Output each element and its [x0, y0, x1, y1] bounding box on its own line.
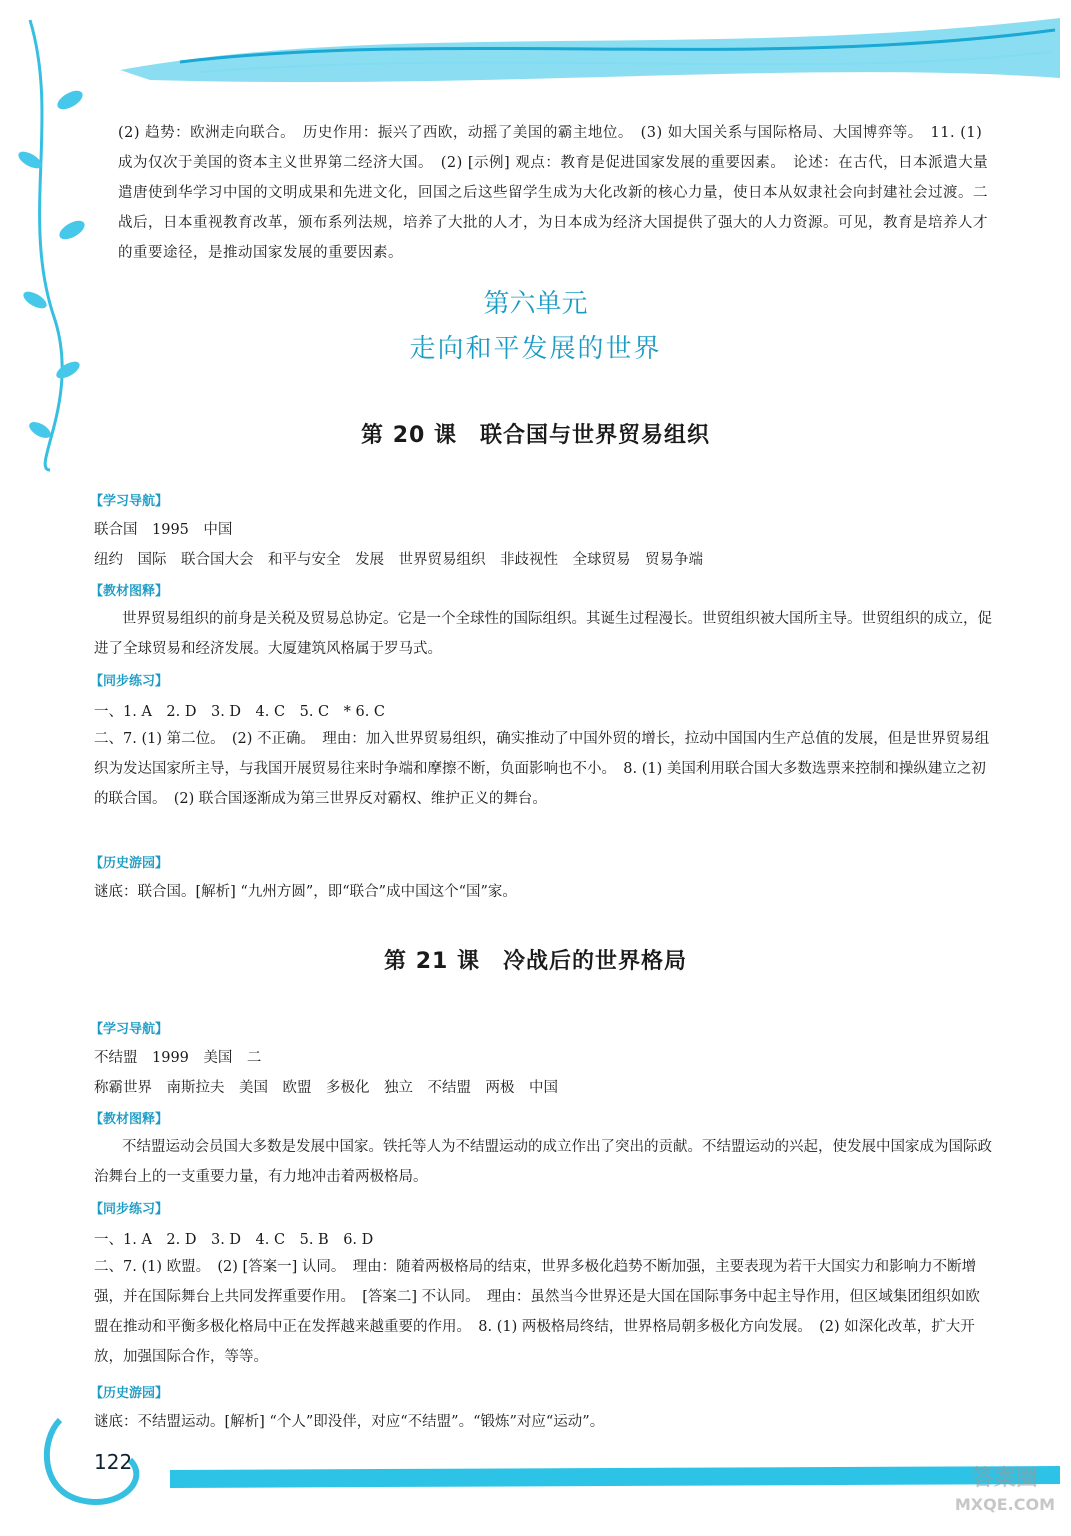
lesson-21-nav-line-2: 称霸世界 南斯拉夫 美国 欧盟 多极化 独立 不结盟 两极 中国 [94, 1080, 558, 1096]
lesson-20-practice-line-1: 一、1. A 2. D 3. D 4. C 5. C * 6. C [94, 704, 386, 720]
lesson-21-nav-label: 【学习导航】 [90, 1022, 169, 1037]
lesson-21-practice-label: 【同步练习】 [90, 1202, 169, 1217]
lesson-20-nav-label: 【学习导航】 [90, 494, 169, 509]
lesson-20-garden-label: 【历史游园】 [90, 856, 169, 871]
unit-title: 走向和平发展的世界 [409, 334, 662, 364]
lesson-21-practice-line-1: 一、1. A 2. D 3. D 4. C 5. B 6. D [94, 1232, 374, 1248]
lesson-21-garden-line: 谜底：不结盟运动。[解析] “个人”即没伴，对应“不结盟”。“锻炼”对应“运动”。 [94, 1414, 605, 1430]
lesson-20-nav-line-2: 纽约 国际 联合国大会 和平与安全 发展 世界贸易组织 非歧视性 全球贸易 贸易争端 [94, 552, 703, 568]
page-number: 122 [94, 1450, 133, 1474]
lesson-21-text-label: 【教材图释】 [90, 1112, 169, 1127]
lesson-20-nav-line-1: 联合国 1995 中国 [94, 522, 233, 538]
unit-number: 第六单元 [483, 289, 588, 319]
lesson-20-title: 第 20 课 联合国与世界贸易组织 [361, 423, 710, 448]
watermark-line-1: 答案圈 [971, 1466, 1038, 1491]
lesson-20-practice-label: 【同步练习】 [90, 674, 169, 689]
lesson-20-garden-line: 谜底：联合国。[解析] “九州方圆”，即“联合”成中国这个“国”家。 [94, 884, 517, 900]
lesson-21-nav-line-1: 不结盟 1999 美国 二 [94, 1050, 262, 1066]
lesson-20-practice-paragraph: 二、7. (1) 第二位。 (2) 不正确。 理由：加入世界贸易组织，确实推动了中国外贸的增长，拉动中国国内生产总值的发展，但是世界贸易组织为发达国家所主导，与我国开展贸易往来时争端和摩擦不断，负面影响也不小。 8. (1) 美国利用联合国大多数选票来控制和操纵建立之初的联合国。 (2) 联合国逐渐成为第三世界反对霸权、维护正义的舞台。 [94, 731, 990, 807]
lesson-21-text-paragraph: 不结盟运动会员国大多数是发展中国家。铁托等人为不结盟运动的成立作出了突出的贡献。不结盟运动的兴起，使发展中国家成为国际政治舞台上的一支重要力量，有力地冲击着两极格局。 [94, 1139, 992, 1185]
lesson-21-practice-paragraph: 二、7. (1) 欧盟。 (2) [答案一] 认同。 理由：随着两极格局的结束，世界多极化趋势不断加强，主要表现为若干大国实力和影响力不断增强，并在国际舞台上共同发挥重要作用。 [答案二] 不认同。 理由：虽然当今世界还是大国在国际事务中起主导作用，但区域集团组织如欧盟在推动和平衡多极化格局中正在发挥越来越重要的作用。 8. (1) 两极格局终结，世界格局朝多极化方向发展。 (2) 如深化改革，扩大开放，加强国际合作，等等。 [94, 1259, 980, 1365]
continued-answer-paragraph: (2) 趋势：欧洲走向联合。 历史作用：振兴了西欧，动摇了美国的霸主地位。 (3) 如大国关系与国际格局、大国博弈等。 11. (1) 成为仅次于美国的资本主义世界第二经济大国。 (2) [示例] 观点：教育是促进国家发展的重要因素。 论述：在古代，日本派遣大量遣唐使到华学习中国的文明成果和先进文化，回国之后这些留学生成为大化改新的核心力量，使日本从奴隶社会向封建社会过渡。二战后，日本重视教育改革，颁布系列法规，培养了大批的人才，为日本成为经济大国提供了强大的人力资源。可见，教育是培养人才的重要途径，是推动国家发展的重要因素。 [118, 125, 989, 261]
watermark [955, 1466, 1055, 1518]
lesson-20-text-paragraph: 世界贸易组织的前身是关税及贸易总协定。它是一个全球性的国际组织。其诞生过程漫长。世贸组织被大国所主导。世贸组织的成立，促进了全球贸易和经济发展。大厦建筑风格属于罗马式。 [94, 611, 992, 657]
lesson-21-garden-label: 【历史游园】 [90, 1386, 169, 1401]
watermark-line-2: MXQE.COM [954, 1495, 1055, 1514]
lesson-21-title: 第 21 课 冷战后的世界格局 [384, 949, 687, 974]
lesson-20-text-label: 【教材图释】 [90, 584, 169, 599]
